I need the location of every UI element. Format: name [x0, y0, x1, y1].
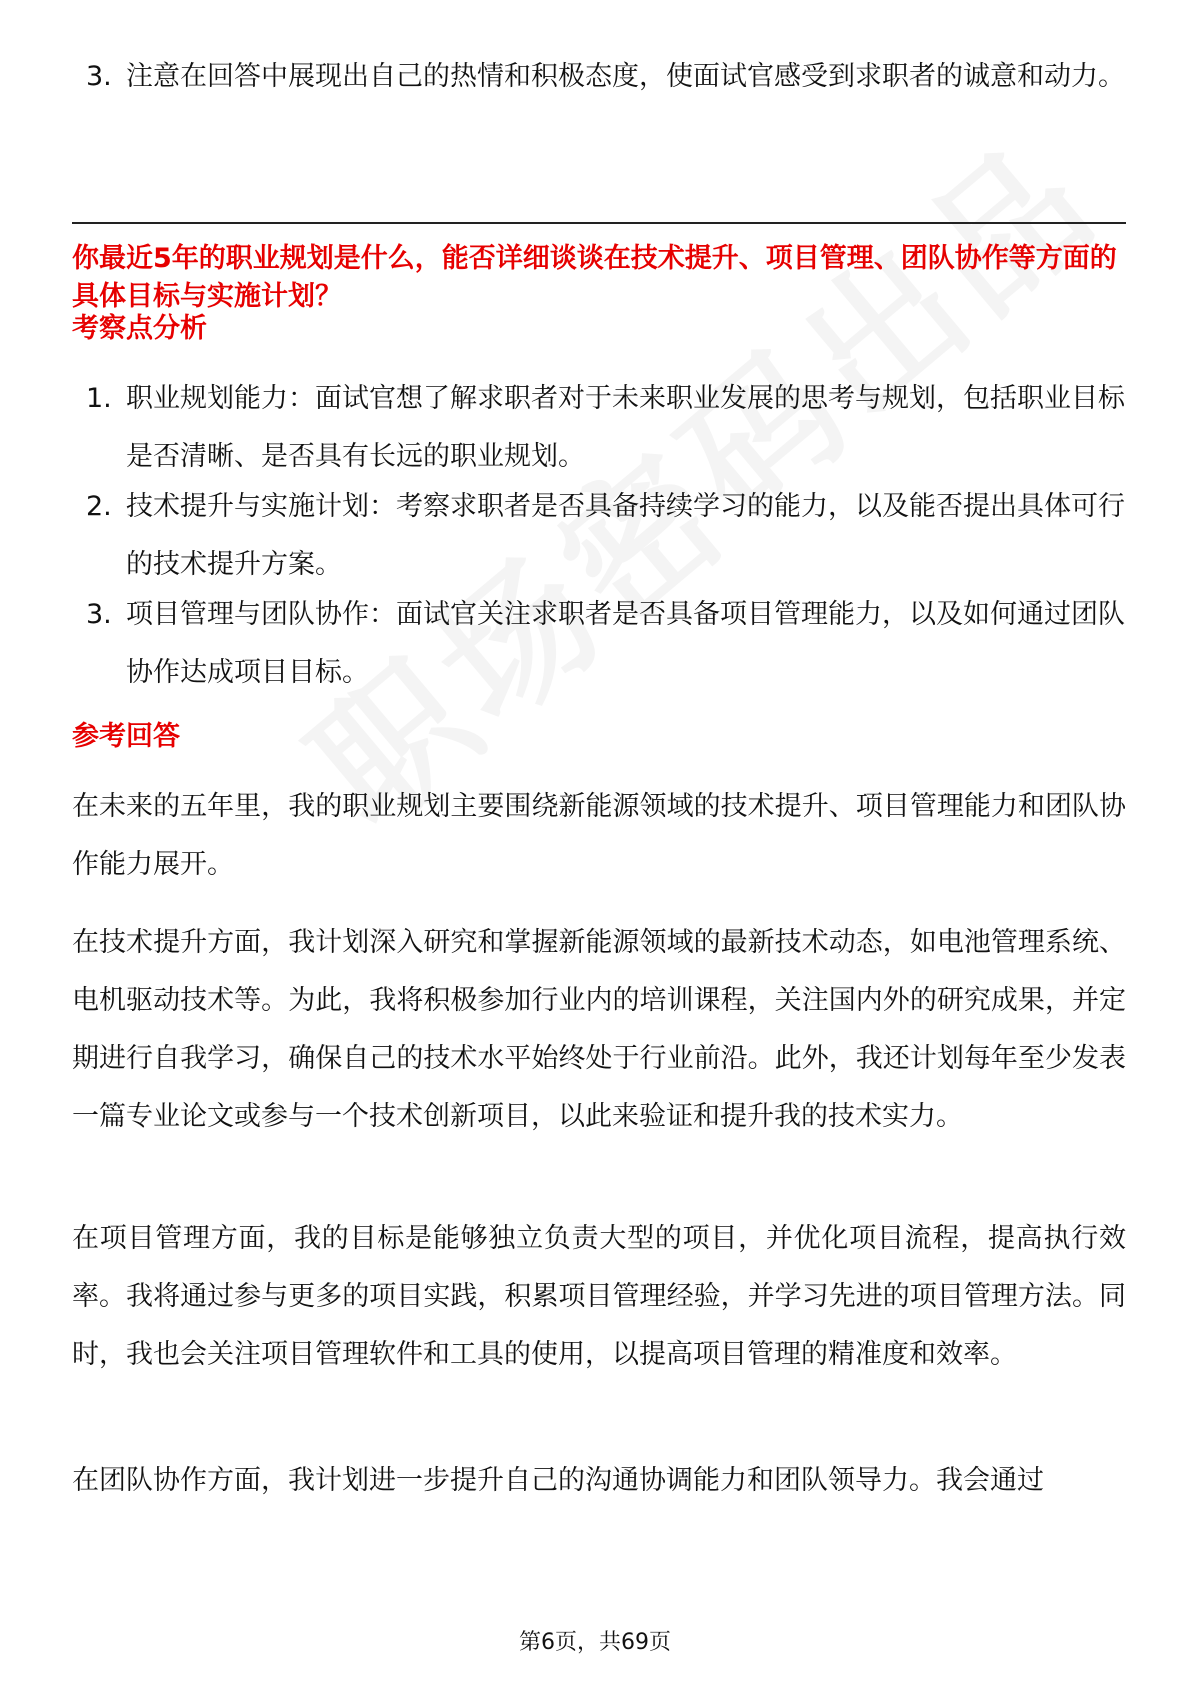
list-text: 职业规划能力：面试官想了解求职者对于未来职业发展的思考与规划，包括职业目标是否清晰、是否具有长远的职业规划。 [126, 383, 1125, 472]
analysis-item-1 [86, 370, 1126, 486]
list-text: 项目管理与团队协作：面试官关注求职者是否具备项目管理能力，以及如何通过团队协作达成项目目标。 [126, 599, 1125, 688]
list-text: 注意在回答中展现出自己的热情和积极态度，使面试官感受到求职者的诚意和动力。 [126, 61, 1125, 92]
list-number: 2. [86, 491, 112, 522]
interview-question: 你最近5年的职业规划是什么，能否详细谈谈在技术提升、项目管理、团队协作等方面的具体目标与实施计划？ [72, 243, 1117, 312]
answer-title: 参考回答 [72, 721, 180, 752]
analysis-item-3 [86, 586, 1126, 702]
answer-paragraph-2: 在技术提升方面，我计划深入研究和掌握新能源领域的最新技术动态，如电池管理系统、电机驱动技术等。为此，我将积极参加行业内的培训课程，关注国内外的研究成果，并定期进行自我学习，确保自己的技术水平始终处于行业前沿。此外，我还计划每年至少发表一篇专业论文或参与一个技术创新项目，以此来验证和提升我的技术实力。 [72, 927, 1126, 1132]
section-divider [72, 222, 1126, 224]
analysis-item-2 [86, 478, 1126, 594]
top-list-item-3 [86, 48, 1126, 106]
answer-paragraph-4: 在团队协作方面，我计划进一步提升自己的沟通协调能力和团队领导力。我会通过 [72, 1465, 1044, 1496]
list-number: 1. [86, 383, 112, 414]
analysis-title: 考察点分析 [72, 313, 207, 344]
page-footer: 第6页，共69页 [519, 1630, 671, 1655]
list-text: 技术提升与实施计划：考察求职者是否具备持续学习的能力，以及能否提出具体可行的技术提升方案。 [126, 491, 1125, 580]
list-number: 3. [86, 61, 112, 92]
answer-paragraph-1: 在未来的五年里，我的职业规划主要围绕新能源领域的技术提升、项目管理能力和团队协作能力展开。 [72, 791, 1126, 880]
answer-paragraph-3: 在项目管理方面，我的目标是能够独立负责大型的项目，并优化项目流程，提高执行效率。我将通过参与更多的项目实践，积累项目管理经验，并学习先进的项目管理方法。同时，我也会关注项目管理软件和工具的使用，以提高项目管理的精准度和效率。 [72, 1223, 1126, 1370]
list-number: 3. [86, 599, 112, 630]
